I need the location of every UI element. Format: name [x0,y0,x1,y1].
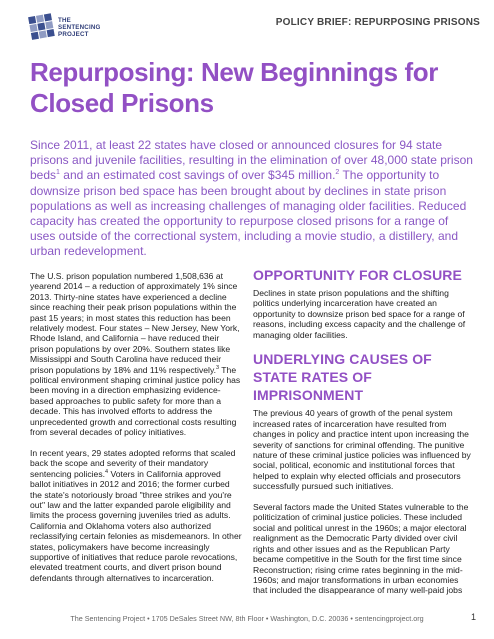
section-heading-opportunity: OPPORTUNITY FOR CLOSURE [253,267,462,283]
page-number: 1 [470,612,476,622]
logo-wordmark: THE SENTENCING PROJECT [58,16,101,38]
footnote-marker: 3 [216,364,220,371]
right-column [253,266,471,606]
page-footer: The Sentencing Project • 1705 DeSales Street NW, 8th Floor • Washington, D.C. 20036 • sentencingproject.org [70,614,424,623]
body-paragraph: Several factors made the United States vulnerable to the politicization of criminal justice policies. These included social and political unrest in the 1960s; a major electoral realignment as the Democratic Party divided over civil rights and other issues and as the Republican Party became competitive in the South for the first time since Reconstruction; rising crime rates beginning in the mid-1960s; and major transformations in urban economies that included the disappearance of many well-paid jobs [253,502,469,596]
policy-brief-label: POLICY BRIEF: REPURPOSING PRISONS [275,17,480,28]
section-heading-causes: UNDERLYING CAUSES OF STATE RATES OF IMPRISONMENT [253,351,432,404]
intro-paragraph: Since 2011, at least 22 states have closed or announced closures for 94 state prisons and juvenile facilities, resulting in the elimination of over 48,000 state prison beds$^1$ and an estimated cost savings of over $345 million.$^2$ The opportunity to downsize prison bed space has been brought about by declines in state prison populations as well as increasing challenges of managing older facilities. Reduced capacity has created the opportunity to repurpose closed prisons for a range of uses outside of the correctional system, including a movie studio, a distillery, and urban redevelopment. [30,138,473,259]
logo-grid-icon [28,13,56,41]
page-title: Repurposing: New Beginnings for Closed Prisons [30,57,438,118]
left-column [30,271,242,594]
footnote-marker: 2 [335,169,340,177]
body-paragraph: The previous 40 years of growth of the penal system increased rates of incarceration have resulted from changes in policy and practice intent upon increasing the severity of sanctions for criminal offending. The punitive nature of these criminal justice policies was influenced by social, political, economic and institutional forces that helped to explain why elected officials and prosecutors successfully pursued such initiatives. [253,408,471,492]
organization-logo [30,15,101,39]
body-paragraph: The U.S. prison population numbered 1,508,636 at yearend 2014 – a reduction of approximately 1% since 2013. Thirty-nine states have experienced a decline since reaching their peak prison populations within the past 15 years; in most states this reduction has been relatively modest. Four states – New Jersey, New York, Rhode Island, and California – have reduced their prison populations by over 20%. Southern states like Mississippi and South Carolina have reduced their prison populations by 18% and 11% respectively.$^3$ The political environment shaping criminal justice policy has been moving in a direction emphasizing evidence-based approaches to public safety for more than a decade. This has involved efforts to address the unprecedented growth and correctional costs resulting from several decades of policy initiatives. [30,271,241,438]
footnote-marker: 4 [105,468,109,475]
body-paragraph: In recent years, 29 states adopted reforms that scaled back the scope and severity of their mandatory sentencing policies.$^4$ Voters in California approved ballot initiatives in 2012 and 2016; the former curbed the state's notoriously broad "three strikes and you're out" law and the latter expanded parole eligibility and limits the process governing juveniles tried as adults. California and Oklahoma voters also authorized reclassifying certain felonies as misdemeanors. In other states, policymakers have become increasingly supportive of initiatives that reduce parole revocations, elevated treatment courts, and divert prison bound defendants through alternatives to incarceration. [30,447,242,583]
body-paragraph: Declines in state prison populations and the shifting politics underlying incarceration have created an opportunity to downsize prison bed space for a range of reasons, including excess capacity and the challenge of managing older facilities. [253,288,466,340]
footnote-marker: 1 [56,169,60,177]
